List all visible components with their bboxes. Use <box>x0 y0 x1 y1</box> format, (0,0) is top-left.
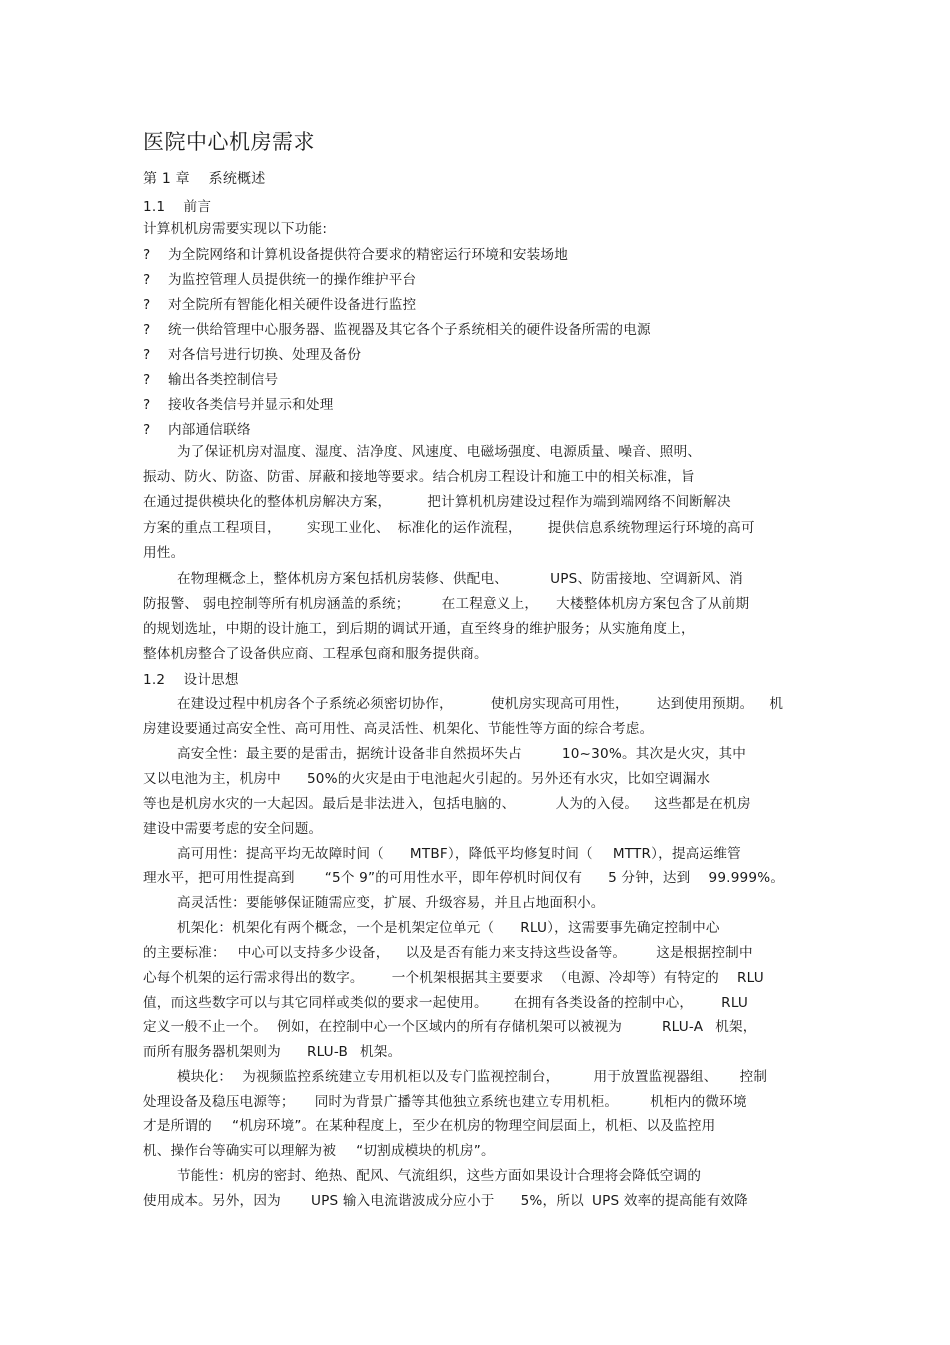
paragraph-line: 的规划选址，中期的设计施工，到后期的调试开通，直至终身的维护服务；从实施角度上， <box>143 621 695 637</box>
bullet-item <box>143 346 361 364</box>
bullet-text: 接收各类信号并显示和处理 <box>168 397 334 413</box>
section-heading-1-1: 1.1 前言 <box>143 199 212 215</box>
paragraph-line: 高灵活性：要能够保证随需应变，扩展、升级容易，并且占地面积小。 <box>177 895 605 911</box>
paragraph-line: 使用成本。另外，因为 UPS 输入电流谐波成分应小于 5%，所以 UPS 效率的提高能有效降 <box>143 1193 748 1209</box>
bullet-item <box>143 271 416 289</box>
paragraph-line: 在通过提供模块化的整体机房解决方案， 把计算机机房建设过程作为端到端网络不间断解决 <box>143 494 731 510</box>
chapter-heading: 第 1 章 系统概述 <box>143 171 266 187</box>
bullet-item <box>143 296 416 314</box>
paragraph-line: 用性。 <box>143 545 185 561</box>
paragraph-line: 才是所谓的 “机房环境”。在某种程度上，至少在机房的物理空间层面上，机柜、以及监控用 <box>143 1118 716 1134</box>
bullet-item <box>143 246 568 264</box>
bullet-item <box>143 396 334 414</box>
paragraph-line: 为了保证机房对温度、湿度、洁净度、风速度、电磁场强度、电源质量、噪音、照明、 <box>177 444 702 460</box>
paragraph-line: 建设中需要考虑的安全问题。 <box>143 821 323 837</box>
bullet-marker: ? <box>143 247 151 263</box>
bullet-marker: ? <box>143 347 151 363</box>
document-title: 医院中心机房需求 <box>143 130 315 154</box>
paragraph-line: 的主要标准： 中心可以支持多少设备， 以及是否有能力来支持这些设备等。 这是根据控制中 <box>143 945 753 961</box>
bullet-marker: ? <box>143 397 151 413</box>
paragraph-line: 机架化：机架化有两个概念，一个是机架定位单元（ RLU），这需要事先确定控制中心 <box>177 920 720 936</box>
paragraph-line: 值，而这些数字可以与其它同样或类似的要求一起使用。 在拥有各类设备的控制中心， RLU <box>143 995 749 1011</box>
paragraph-line: 房建设要通过高安全性、高可用性、高灵活性、机架化、节能性等方面的综合考虑。 <box>143 721 654 737</box>
bullet-marker: ? <box>143 422 151 438</box>
paragraph-line: 而所有服务器机架则为 RLU-B 机架。 <box>143 1044 402 1060</box>
paragraph-line: 心每个机架的运行需求得出的数字。 一个机架根据其主要要求 （电源、冷却等）有特定的 RLU <box>143 970 764 986</box>
paragraph-line: 等也是机房水灾的一大起因。最后是非法进入，包括电脑的、 人为的入侵。 这些都是在机房 <box>143 796 751 812</box>
intro-line: 计算机机房需要实现以下功能: <box>143 221 328 237</box>
bullet-text: 为监控管理人员提供统一的操作维护平台 <box>168 272 417 288</box>
bullet-marker: ? <box>143 322 151 338</box>
bullet-marker: ? <box>143 272 151 288</box>
bullet-item <box>143 371 278 389</box>
paragraph-line: 整体机房整合了设备供应商、工程承包商和服务提供商。 <box>143 646 488 662</box>
bullet-item <box>143 321 651 339</box>
bullet-text: 统一供给管理中心服务器、监视器及其它各个子系统相关的硬件设备所需的电源 <box>168 322 651 338</box>
bullet-text: 为全院网络和计算机设备提供符合要求的精密运行环境和安装场地 <box>168 247 569 263</box>
bullet-marker: ? <box>143 297 151 313</box>
paragraph-line: 在建设过程中机房各个子系统必须密切协作， 使机房实现高可用性， 达到使用预期。 机 <box>177 696 784 712</box>
bullet-text: 对各信号进行切换、处理及备份 <box>168 347 362 363</box>
paragraph-line: 处理设备及稳压电源等； 同时为背景广播等其他独立系统也建立专用机柜。 机柜内的微环境 <box>143 1094 747 1110</box>
paragraph-line: 模块化： 为视频监控系统建立专用机柜以及专门监视控制台， 用于放置监视器组、 控制 <box>177 1069 768 1085</box>
bullet-text: 输出各类控制信号 <box>168 372 279 388</box>
bullet-marker: ? <box>143 372 151 388</box>
paragraph-line: 节能性：机房的密封、绝热、配风、气流组织，这些方面如果设计合理将会降低空调的 <box>177 1168 702 1184</box>
paragraph-line: 方案的重点工程项目， 实现工业化、 标准化的运作流程， 提供信息系统物理运行环境的高可 <box>143 520 755 536</box>
paragraph-line: 定义一般不止一个。 例如，在控制中心一个区域内的所有存储机架可以被视为 RLU-A 机架， <box>143 1019 757 1035</box>
paragraph-line: 理水平，把可用性提高到 “5个 9”的可用性水平，即年停机时间仅有 5 分钟，达到 99.999%。 <box>143 870 785 886</box>
bullet-text: 内部通信联络 <box>168 422 251 438</box>
section-heading-1-2: 1.2 设计思想 <box>143 672 239 688</box>
paragraph-line: 振动、防火、防盗、防雷、屏蔽和接地等要求。结合机房工程设计和施工中的相关标准，旨 <box>143 469 695 485</box>
paragraph-line: 又以电池为主，机房中 50%的火灾是由于电池起火引起的。另外还有水灾，比如空调漏水 <box>143 771 711 787</box>
paragraph-line: 在物理概念上，整体机房方案包括机房装修、供配电、 UPS、防雷接地、空调新风、消 <box>177 571 743 587</box>
bullet-text: 对全院所有智能化相关硬件设备进行监控 <box>168 297 417 313</box>
paragraph-line: 高安全性：最主要的是雷击，据统计设备非自然损坏失占 10~30%。其次是火灾，其中 <box>177 746 747 762</box>
paragraph-line: 防报警、 弱电控制等所有机房涵盖的系统； 在工程意义上， 大楼整体机房方案包含了从前期 <box>143 596 750 612</box>
paragraph-line: 高可用性：提高平均无故障时间（ MTBF），降低平均修复时间（ MTTR），提高运维管 <box>177 846 741 862</box>
bullet-item <box>143 421 251 439</box>
paragraph-line: 机、操作台等确实可以理解为被 “切割成模块的机房”。 <box>143 1143 495 1159</box>
